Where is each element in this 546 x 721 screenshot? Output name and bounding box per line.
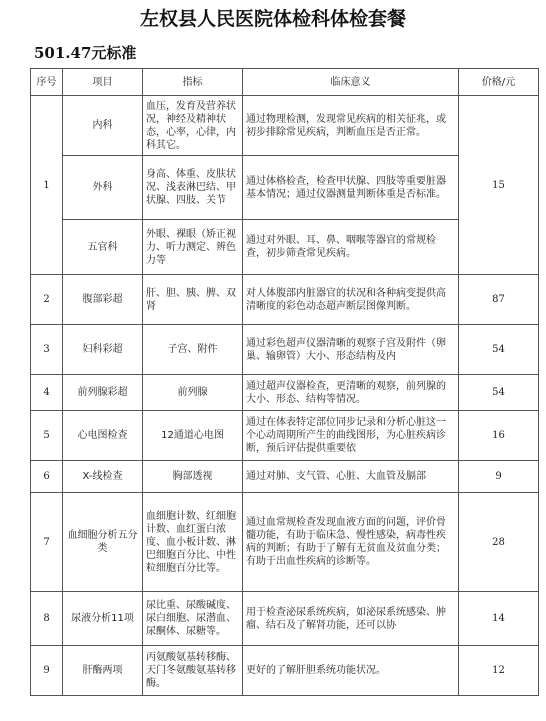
table-row (31, 646, 539, 696)
package-price-heading: 501.47元标准 (34, 44, 137, 62)
row-indicator: 肝、胆、胰、脾、双肾 (143, 275, 243, 325)
row-meaning: 通过物理检测，发现常见疾病的相关征兆，或初步排除常见疾病，判断血压是否正常。 (243, 96, 459, 156)
row-price: 16 (459, 411, 539, 461)
row-item: 妇科彩超 (63, 325, 143, 375)
row-price: 14 (459, 592, 539, 646)
table-row (31, 461, 539, 493)
row-item: 五官科 (63, 220, 143, 275)
row-item: 外科 (63, 156, 143, 220)
row-price: 15 (459, 96, 539, 275)
row-indicator: 子宫、附件 (143, 325, 243, 375)
row-indicator: 丙氨酸氨基转移酶、天门冬氨酸氨基转移酶。 (143, 646, 243, 696)
row-meaning: 通过彩色超声仪器清晰的观察子宫及附件（卵巢、输卵管）大小、形态结构及内 (243, 325, 459, 375)
row-item: 前列腺彩超 (63, 375, 143, 411)
row-item: 尿液分析11项 (63, 592, 143, 646)
table-row (31, 493, 539, 592)
row-price: 9 (459, 461, 539, 493)
row-meaning: 通过体格检查，检查甲状腺、四肢等重要脏器基本情况；通过仪器测量判断体重是否标准。 (243, 156, 459, 220)
header-number: 序号 (31, 69, 63, 96)
row-item: 腹部彩超 (63, 275, 143, 325)
row-number: 8 (31, 592, 63, 646)
table-row (31, 325, 539, 375)
row-item: X-线检查 (63, 461, 143, 493)
row-number: 4 (31, 375, 63, 411)
row-meaning: 通过对外眼、耳、鼻、咽喉等器官的常规检查，初步筛查常见疾病。 (243, 220, 459, 275)
row-meaning: 通过血常规检查发现血液方面的问题，评价骨髓功能，有助于临床急、慢性感染，病毒性疾病的判断；有助于了解有无贫血及贫血分类；有助于出血性疾病的诊断等。 (243, 493, 459, 592)
row-meaning: 用于检查泌尿系统疾病，如泌尿系统感染、肿瘤、结石及了解肾功能，还可以协 (243, 592, 459, 646)
header-price: 价格/元 (459, 69, 539, 96)
header-clinical-meaning: 临床意义 (243, 69, 459, 96)
row-meaning: 对人体腹部内脏器官的状况和各种病变提供高清晰度的彩色动态超声断层图像判断。 (243, 275, 459, 325)
row-meaning: 通过超声仪器检查，更清晰的观察，前列腺的大小、形态、结构等情况。 (243, 375, 459, 411)
row-item: 内科 (63, 96, 143, 156)
row-indicator: 血细胞计数、红细胞计数、血红蛋白浓度、血小板计数、淋巴细胞百分比、中性粒细胞百分比等。 (143, 493, 243, 592)
row-number: 5 (31, 411, 63, 461)
row-number: 3 (31, 325, 63, 375)
row-price: 12 (459, 646, 539, 696)
row-price: 87 (459, 275, 539, 325)
header-item: 项目 (63, 69, 143, 96)
row-indicator: 尿比重、尿酸碱度、尿白细胞、尿潜血、尿酮体、尿糖等。 (143, 592, 243, 646)
table-header-row (31, 69, 539, 96)
row-indicator: 胸部透视 (143, 461, 243, 493)
row-indicator: 血压，发育及营养状况，神经及精神状态，心率，心律，内科其它。 (143, 96, 243, 156)
header-indicator: 指标 (143, 69, 243, 96)
table-row (31, 375, 539, 411)
package-table (30, 68, 539, 696)
row-number: 6 (31, 461, 63, 493)
row-number: 9 (31, 646, 63, 696)
row-meaning: 通过对肺、支气管、心脏、大血管及膈部 (243, 461, 459, 493)
row-price: 54 (459, 325, 539, 375)
row-meaning: 通过在体表特定部位同步记录和分析心脏这一个心动周期所产生的曲线图形，为心脏疾病诊断，预后评估提供重要依 (243, 411, 459, 461)
row-item: 肝酶两项 (63, 646, 143, 696)
row-indicator: 身高、体重、皮肤状况、浅表淋巴结、甲状腺、四肢、关节 (143, 156, 243, 220)
table-row (31, 411, 539, 461)
row-number: 1 (31, 96, 63, 275)
row-price: 54 (459, 375, 539, 411)
row-item: 心电图检查 (63, 411, 143, 461)
row-price: 28 (459, 493, 539, 592)
row-indicator: 外眼、裸眼（矫正视力、听力测定、辨色力等 (143, 220, 243, 275)
page-title: 左权县人民医院体检科体检套餐 (139, 8, 406, 30)
row-indicator: 前列腺 (143, 375, 243, 411)
row-meaning: 更好的了解肝胆系统功能状况。 (243, 646, 459, 696)
table-row (31, 592, 539, 646)
table-row (31, 275, 539, 325)
row-indicator: 12通道心电图 (143, 411, 243, 461)
row-number: 2 (31, 275, 63, 325)
row-number: 7 (31, 493, 63, 592)
table-row (31, 96, 539, 156)
row-item: 血细胞分析五分类 (63, 493, 143, 592)
